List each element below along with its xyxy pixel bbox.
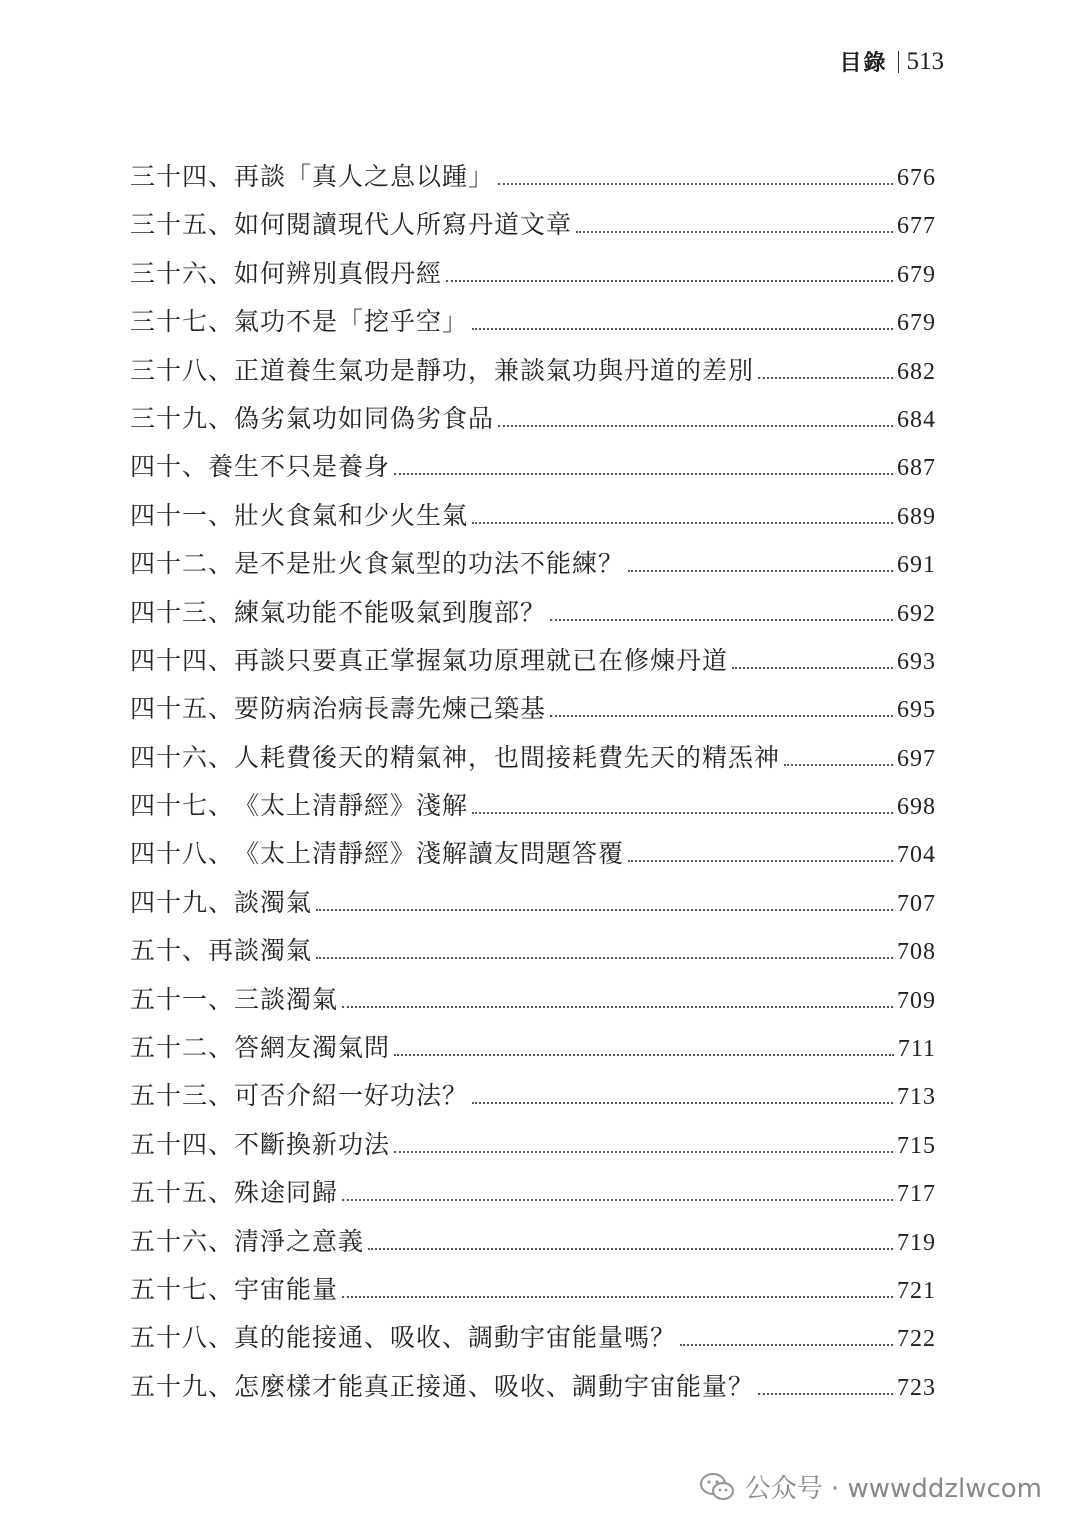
toc-entry-title: 如何辨別真假丹經 xyxy=(234,258,443,288)
watermark-text: 公众号 · wwwddzlwcom xyxy=(744,1474,1042,1504)
toc-entry-number: 五十四、 xyxy=(130,1129,235,1159)
toc-entry xyxy=(130,1367,936,1415)
toc-entry-page: 691 xyxy=(897,552,936,579)
toc-entry-page: 689 xyxy=(897,503,936,530)
toc-entry-page: 682 xyxy=(897,358,936,385)
toc-leader-dots xyxy=(316,956,893,959)
toc-entry-title: 再談「真人之息以踵」 xyxy=(234,162,495,191)
toc-entry-title: 正道養生氣功是靜功，兼談氣功與丹道的差別 xyxy=(234,355,755,385)
toc-leader-dots xyxy=(368,1247,893,1250)
toc-entry-title: 宇宙能量 xyxy=(234,1274,339,1304)
toc-entry-number: 四十、 xyxy=(130,452,209,482)
toc-entry-page: 687 xyxy=(897,455,936,482)
toc-entry-page: 697 xyxy=(897,745,936,772)
toc-leader-dots xyxy=(498,182,893,185)
toc-entry-number: 四十三、 xyxy=(130,597,235,627)
toc-entry xyxy=(130,496,936,544)
toc-entry-title: 答網友濁氣問 xyxy=(234,1033,391,1063)
toc-entry-number: 四十四、 xyxy=(130,645,235,675)
toc-entry xyxy=(130,1028,936,1076)
toc-leader-dots xyxy=(342,1295,893,1298)
toc-entry xyxy=(130,447,936,495)
toc-entry xyxy=(130,1318,936,1366)
toc-entry-title: 養生不只是養身 xyxy=(208,452,391,482)
toc-entry-page: 713 xyxy=(897,1084,936,1111)
toc-leader-dots xyxy=(784,763,893,766)
page-header xyxy=(839,46,944,77)
toc-leader-dots xyxy=(680,1343,893,1346)
toc-entry xyxy=(130,205,936,253)
toc-leader-dots xyxy=(394,472,893,475)
toc-leader-dots xyxy=(498,424,893,427)
toc-entry-number: 五十九、 xyxy=(130,1371,235,1401)
header-divider xyxy=(898,51,899,73)
toc-entry-title: 《太上清靜經》淺解讀友問題答覆 xyxy=(234,839,625,869)
toc-entry xyxy=(130,254,936,302)
toc-entry-number: 五十二、 xyxy=(130,1033,235,1063)
toc-entry xyxy=(130,1222,936,1270)
toc-entry-number: 五十五、 xyxy=(130,1178,235,1208)
toc-entry xyxy=(130,1270,936,1318)
toc-entry-title: 怎麼樣才能真正接通、吸收、調動宇宙能量？ xyxy=(234,1371,755,1401)
toc-leader-dots xyxy=(732,666,893,669)
toc-entry-number: 四十五、 xyxy=(130,694,235,724)
toc-entry-page: 684 xyxy=(897,406,936,433)
toc-entry xyxy=(130,738,936,786)
toc-entry-title: 不斷換新功法 xyxy=(234,1129,391,1159)
toc-entry-number: 四十一、 xyxy=(130,500,235,530)
toc-entry-number: 五十六、 xyxy=(130,1226,235,1256)
toc-entry-number: 四十二、 xyxy=(130,549,235,579)
toc-leader-dots xyxy=(472,327,893,330)
toc-entry-page: 704 xyxy=(897,842,936,869)
toc-leader-dots xyxy=(758,1392,893,1395)
toc-entry-title: 殊途同歸 xyxy=(234,1178,339,1208)
toc-entry-page: 711 xyxy=(897,1036,936,1063)
toc-entry-number: 三十六、 xyxy=(130,258,235,288)
toc-entry-title: 如何閱讀現代人所寫丹道文章 xyxy=(234,210,573,240)
toc-entry-title: 清淨之意義 xyxy=(234,1226,365,1256)
toc-entry-title: 練氣功能不能吸氣到腹部？ xyxy=(234,597,547,627)
toc-entry-page: 695 xyxy=(897,697,936,724)
toc-entry xyxy=(130,883,936,931)
toc-entry-number: 四十七、 xyxy=(130,791,235,821)
toc-entry-number: 五十三、 xyxy=(130,1081,235,1111)
toc-leader-dots xyxy=(446,279,893,282)
toc-leader-dots xyxy=(472,521,893,524)
header-page-number: 513 xyxy=(906,47,944,75)
toc-entry xyxy=(130,399,936,447)
toc-entry-title: 要防病治病長壽先煉己築基 xyxy=(234,694,547,724)
toc-leader-dots xyxy=(472,1101,893,1104)
toc-entry-page: 723 xyxy=(897,1374,936,1401)
toc-entry-page: 677 xyxy=(897,213,936,240)
toc-entry-page: 721 xyxy=(897,1277,936,1304)
toc-entry-page: 698 xyxy=(897,794,936,821)
toc-entry-page: 679 xyxy=(897,310,936,337)
toc-entry-title: 《太上清靜經》淺解 xyxy=(234,791,469,821)
toc-entry xyxy=(130,157,936,205)
header-title: 目錄 xyxy=(839,51,888,76)
toc-entry-page: 722 xyxy=(897,1326,936,1353)
toc-leader-dots xyxy=(550,618,893,621)
toc-entry-number: 三十七、 xyxy=(130,307,235,337)
toc-entry xyxy=(130,980,936,1028)
toc-entry-number: 四十六、 xyxy=(130,742,235,772)
toc-entry-page: 679 xyxy=(897,261,936,288)
toc-entry-page: 692 xyxy=(897,600,936,627)
toc-entry xyxy=(130,641,936,689)
toc-entry-page: 715 xyxy=(897,1132,936,1159)
toc-leader-dots xyxy=(628,859,893,862)
toc-entry xyxy=(130,834,936,882)
toc-entry xyxy=(130,1173,936,1221)
toc-entry-title: 真的能接通、吸收、調動宇宙能量嗎？ xyxy=(234,1323,677,1353)
toc-entry-number: 三十八、 xyxy=(130,355,235,385)
toc-leader-dots xyxy=(316,908,893,911)
toc-leader-dots xyxy=(628,569,893,572)
toc-leader-dots xyxy=(394,1053,894,1056)
toc-leader-dots xyxy=(758,376,893,379)
toc-entry xyxy=(130,1125,936,1173)
toc-entry-title: 談濁氣 xyxy=(234,887,313,917)
toc-entry-title: 人耗費後天的精氣神，也間接耗費先天的精炁神 xyxy=(234,742,781,772)
table-of-contents xyxy=(130,157,936,1415)
toc-entry-title: 再談濁氣 xyxy=(208,936,313,966)
toc-entry xyxy=(130,593,936,641)
toc-entry-number: 五十七、 xyxy=(130,1274,235,1304)
toc-entry-number: 四十九、 xyxy=(130,887,235,917)
toc-entry-page: 719 xyxy=(897,1229,936,1256)
toc-entry xyxy=(130,351,936,399)
toc-entry-title: 可否介紹一好功法？ xyxy=(234,1081,469,1111)
toc-entry xyxy=(130,931,936,979)
toc-entry-page: 717 xyxy=(897,1181,936,1208)
toc-entry-number: 五十、 xyxy=(130,936,209,966)
toc-entry xyxy=(130,1076,936,1124)
watermark xyxy=(699,1468,1042,1505)
toc-entry-page: 676 xyxy=(897,165,936,191)
toc-entry xyxy=(130,544,936,592)
toc-entry-number: 五十一、 xyxy=(130,984,235,1014)
toc-entry-title: 再談只要真正掌握氣功原理就已在修煉丹道 xyxy=(234,645,729,675)
toc-leader-dots xyxy=(472,811,893,814)
toc-entry xyxy=(130,786,936,834)
toc-entry-title: 氣功不是「挖乎空」 xyxy=(234,307,469,337)
toc-entry-number: 四十八、 xyxy=(130,839,235,869)
toc-leader-dots xyxy=(550,714,893,717)
wechat-icon xyxy=(699,1472,735,1502)
toc-leader-dots xyxy=(394,1150,893,1153)
toc-entry xyxy=(130,689,936,737)
toc-entry-number: 三十九、 xyxy=(130,403,235,433)
toc-entry-number: 五十八、 xyxy=(130,1323,235,1353)
toc-entry-title: 三談濁氣 xyxy=(234,984,339,1014)
toc-entry-title: 偽劣氣功如同偽劣食品 xyxy=(234,403,495,433)
toc-entry-number: 三十四、 xyxy=(130,162,235,191)
toc-leader-dots xyxy=(342,1005,893,1008)
toc-entry-number: 三十五、 xyxy=(130,210,235,240)
toc-entry-page: 709 xyxy=(897,987,936,1014)
toc-entry-page: 707 xyxy=(897,890,936,917)
toc-entry xyxy=(130,302,936,350)
toc-leader-dots xyxy=(342,1198,893,1201)
toc-entry-title: 是不是壯火食氣型的功法不能練？ xyxy=(234,549,625,579)
toc-entry-title: 壯火食氣和少火生氣 xyxy=(234,500,469,530)
toc-entry-page: 708 xyxy=(897,939,936,966)
toc-entry-page: 693 xyxy=(897,648,936,675)
toc-leader-dots xyxy=(576,230,893,233)
